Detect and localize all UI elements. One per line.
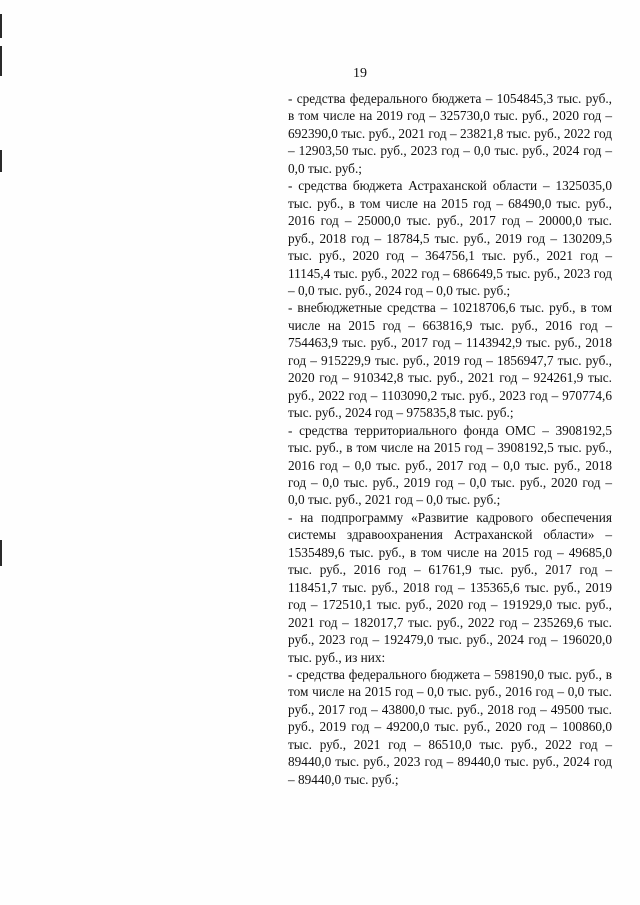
scan-edge-mark <box>0 150 2 172</box>
page-number: 19 <box>353 66 367 81</box>
paragraph-oms-fund: - средства территориального фонда ОМС – 3908192,5 тыс. руб., в том числе на 2015 год – 3908192,5 тыс. руб., 2016 год – 0,0 тыс. руб., 2017 год – 0,0 тыс. руб., 2018 год – 0,0 тыс. руб., 2019 год – 0,0 тыс. руб., 2020 год – 0,0 тыс. руб., 2021 год – 0,0 тыс. руб.; <box>288 422 612 508</box>
paragraph-extrabudgetary-funds: - внебюджетные средства – 10218706,6 тыс. руб., в том числе на 2015 год – 663816,9 тыс. руб., 2016 год – 754463,9 тыс. руб., 2017 год – 1143942,9 тыс. руб., 2018 год – 915229,9 тыс. руб., 2019 год – 1856947,7 тыс. руб., 2020 год – 910342,8 тыс. руб., 2021 год – 924261,9 тыс. руб., 2022 год – 1103090,2 тыс. руб., 2023 год – 970774,6 тыс. руб., 2024 год – 975835,8 тыс. руб.; <box>288 300 612 421</box>
body-text <box>288 90 612 788</box>
scan-edge-mark <box>0 14 2 38</box>
paragraph-subprogram-federal-budget: - средства федерального бюджета – 598190,0 тыс. руб., в том числе на 2015 год – 0,0 тыс. руб., 2016 год – 0,0 тыс. руб., 2017 год – 43800,0 тыс. руб., 2018 год – 49500 тыс. руб., 2019 год – 49200,0 тыс. руб., 2020 год – 100860,0 тыс. руб., 2021 год – 86510,0 тыс. руб., 2022 год – 89440,0 тыс. руб., 2023 год – 89440,0 тыс. руб., 2024 год – 89440,0 тыс. руб.; <box>288 666 612 787</box>
paragraph-federal-budget: - средства федерального бюджета – 1054845,3 тыс. руб., в том числе на 2019 год – 325730,0 тыс. руб., 2020 год – 692390,0 тыс. руб., 2021 год – 23821,8 тыс. руб., 2022 год – 12903,50 тыс. руб., 2023 год – 0,0 тыс. руб., 2024 год – 0,0 тыс. руб.; <box>288 91 612 176</box>
paragraph-personnel-subprogram: - на подпрограмму «Развитие кадрового обеспечения системы здравоохранения Астраханской области» – 1535489,6 тыс. руб., в том числе на 2015 год – 49685,0 тыс. руб., 2016 год – 61761,9 тыс. руб., 2017 год – 118451,7 тыс. руб., 2018 год – 135365,6 тыс. руб., 2019 год – 172510,1 тыс. руб., 2020 год – 191929,0 тыс. руб., 2021 год – 182017,7 тыс. руб., 2022 год – 235269,6 тыс. руб., 2023 год – 192479,0 тыс. руб., 2024 год – 196020,0 тыс. руб., из них: <box>288 509 612 665</box>
scan-edge-mark <box>0 540 2 566</box>
paragraph-regional-budget: - средства бюджета Астраханской области – 1325035,0 тыс. руб., в том числе на 2015 год – 68490,0 тыс. руб., 2016 год – 25000,0 тыс. руб., 2017 год – 20000,0 тыс. руб., 2018 год – 18784,5 тыс. руб., 2019 год – 130209,5 тыс. руб., 2020 год – 364756,1 тыс. руб., 2021 год – 11145,4 тыс. руб., 2022 год – 686649,5 тыс. руб., 2023 год – 0,0 тыс. руб., 2024 год – 0,0 тыс. руб.; <box>288 178 612 298</box>
